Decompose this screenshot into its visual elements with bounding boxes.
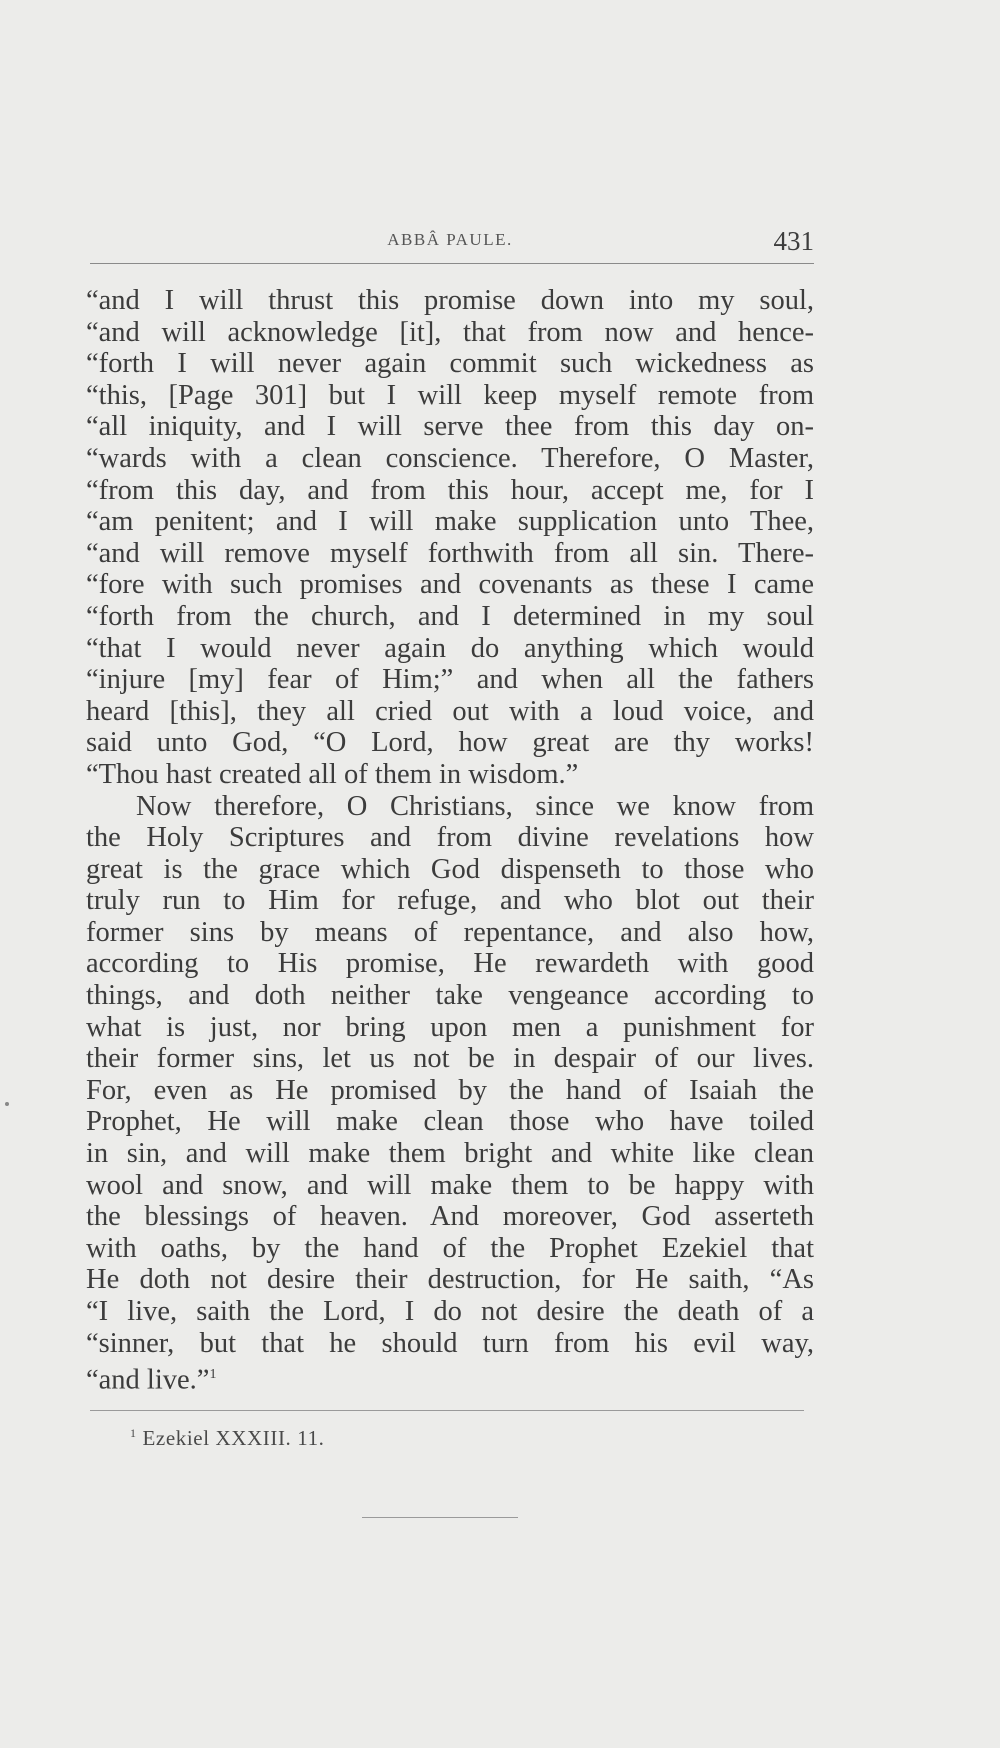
text-line: great is the grace which God dispenseth to those who [86, 853, 814, 885]
text-line: “and will acknowledge [it], that from now and hence- [86, 316, 814, 348]
footnote-rule [90, 1410, 804, 1411]
text-line: former sins by means of repentance, and also how, [86, 916, 814, 948]
text-line: according to His promise, He rewardeth with good [86, 948, 814, 980]
text-line: “wards with a clean conscience. Therefore, O Master, [86, 442, 814, 474]
page-number: 431 [773, 226, 814, 256]
final-line-text: “and live.” [86, 1364, 210, 1396]
text-line: “sinner, but that he should turn from his evil way, [86, 1327, 814, 1359]
text-line: the Holy Scriptures and from divine revelations how [86, 822, 814, 854]
paragraph-start-line: Now therefore, O Christians, since we know from [136, 790, 814, 822]
text-line: truly run to Him for refuge, and who blot out their [86, 885, 814, 917]
text-line: “and I will thrust this promise down into my soul, [86, 285, 814, 316]
text-line: He doth not desire their destruction, for He saith, “As [86, 1264, 814, 1296]
footnote-reference: 1 [209, 1367, 217, 1383]
text-line: things, and doth neither take vengeance according to [86, 980, 814, 1012]
running-title: ABBÂ PAULE. [387, 230, 513, 249]
text-line: “this, [Page 301] but I will keep myself remote from [86, 379, 814, 411]
body-text [86, 285, 814, 1396]
text-line: heard [this], they all cried out with a loud voice, and [86, 695, 814, 727]
text-line: “from this day, and from this hour, accept me, for I [86, 474, 814, 506]
text-line: said unto God, “O Lord, how great are thy works! [86, 727, 814, 759]
text-line: “am penitent; and I will make supplication unto Thee, [86, 506, 814, 538]
text-line: “forth I will never again commit such wickedness as [86, 348, 814, 380]
text-line: “forth from the church, and I determined in my soul [86, 600, 814, 632]
text-line-final [86, 1359, 814, 1396]
page-header [86, 226, 814, 266]
text-line: “I live, saith the Lord, I do not desire the death of a [86, 1296, 814, 1327]
text-line: “and will remove myself forthwith from all sin. There- [86, 537, 814, 569]
text-line: “Thou hast created all of them in wisdom.” [86, 758, 579, 790]
text-line: “injure [my] fear of Him;” and when all the fathers [86, 664, 814, 696]
text-line: what is just, nor bring upon men a punishment for [86, 1011, 814, 1043]
text-line: their former sins, let us not be in despair of our lives. [86, 1043, 814, 1075]
text-line: “that I would never again do anything which would [86, 632, 814, 664]
text-line: For, even as He promised by the hand of Isaiah the [86, 1074, 814, 1106]
text-line: Prophet, He will make clean those who have toiled [86, 1106, 814, 1138]
footnote-marker: 1 [130, 1426, 137, 1440]
paper-speck [5, 1102, 9, 1106]
end-rule [362, 1517, 518, 1518]
text-line: the blessings of heaven. And moreover, God asserteth [86, 1201, 814, 1233]
header-rule [90, 263, 814, 264]
text-line: wool and snow, and will make them to be happy with [86, 1169, 814, 1201]
footnote-text: Ezekiel XXXIII. 11. [142, 1426, 325, 1450]
footnote [130, 1426, 325, 1451]
text-line: with oaths, by the hand of the Prophet Ezekiel that [86, 1232, 814, 1264]
text-line: “all iniquity, and I will serve thee from this day on- [86, 411, 814, 443]
text-line: in sin, and will make them bright and white like clean [86, 1138, 814, 1170]
text-line: “fore with such promises and covenants as these I came [86, 569, 814, 601]
